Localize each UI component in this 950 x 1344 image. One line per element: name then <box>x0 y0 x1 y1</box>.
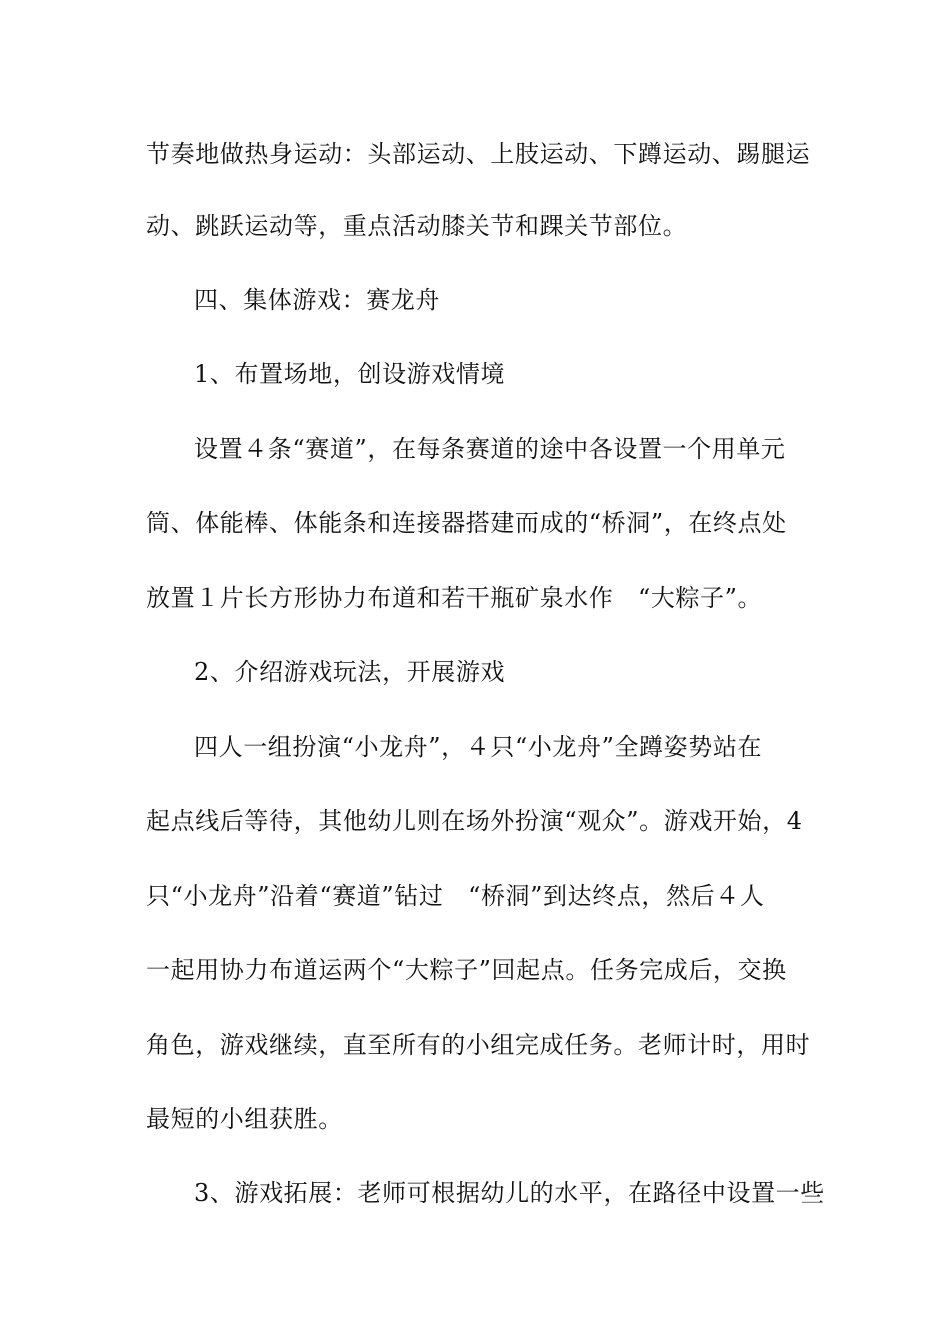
paragraph-line: 最短的小组获胜。 <box>146 1105 343 1133</box>
paragraph-line: 只“小龙舟”沿着“赛道”钻过 “桥洞”到达终点，然后４人 <box>146 882 765 910</box>
paragraph-line: 筒、体能棒、体能条和连接器搭建而成的“桥洞”，在终点处 <box>146 509 787 537</box>
paragraph-line: 放置１片长方形协力布道和若干瓶矿泉水作 “大粽子”。 <box>146 584 763 612</box>
subsection-heading: 3、游戏拓展：老师可根据幼儿的水平，在路径中设置一些 <box>194 1179 825 1207</box>
paragraph-line: 设置４条“赛道”，在每条赛道的途中各设置一个用单元 <box>194 435 786 463</box>
paragraph-line: 节奏地做热身运动：头部运动、上肢运动、下蹲运动、踢腿运 <box>146 140 811 168</box>
paragraph-line: 动、跳跃运动等，重点活动膝关节和踝关节部位。 <box>146 212 688 240</box>
subsection-heading: 2、介绍游戏玩法，开展游戏 <box>194 658 506 686</box>
section-heading: 四、集体游戏：赛龙舟 <box>194 286 440 314</box>
paragraph-line: 角色，游戏继续，直至所有的小组完成任务。老师计时，用时 <box>146 1031 811 1059</box>
subsection-heading: 1、布置场地，创设游戏情境 <box>194 360 506 388</box>
paragraph-line: 一起用协力布道运两个“大粽子”回起点。任务完成后，交换 <box>146 956 787 984</box>
paragraph-line: 四人一组扮演“小龙舟”，４只“小龙舟”全蹲姿势站在 <box>194 733 763 761</box>
paragraph-line: 起点线后等待，其他幼儿则在场外扮演“观众”。游戏开始，4 <box>146 807 803 835</box>
